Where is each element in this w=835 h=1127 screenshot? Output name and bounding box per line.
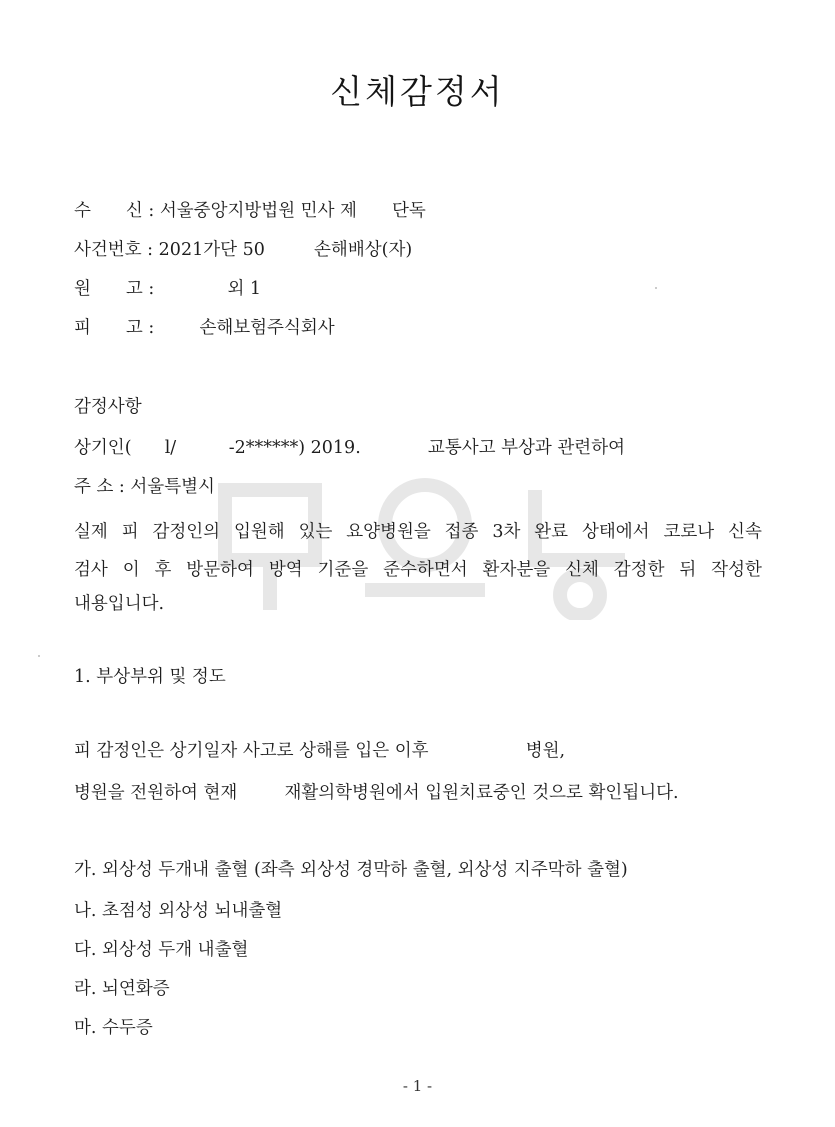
body-word: 코로나 [663, 522, 715, 542]
case-row [74, 242, 412, 260]
plaintiff-row [74, 281, 261, 299]
scan-speck [38, 655, 40, 657]
injury-item: 다. 외상성 두개 내출혈 [74, 940, 249, 960]
injury-item: 라. 뇌연화증 [74, 979, 170, 999]
body-word: 방문하여 [186, 560, 254, 580]
para-line2-part-a: 병원을 전원하여 현재 [74, 783, 238, 803]
subject-date: 2019. [310, 438, 361, 458]
subject-prefix: 상기인( [74, 438, 132, 458]
recipient-label: 수 신 : [74, 201, 155, 221]
injury-item: 가. 외상성 두개내 출혈 (좌측 외상성 경막하 출혈, 외상성 지주막하 출혈) [74, 860, 628, 880]
body-word: 실제 [74, 522, 108, 542]
body-word: 접종 [444, 522, 479, 542]
subject-id: l/ -2******) [164, 438, 306, 458]
body-word: 기준을 [317, 560, 369, 580]
address-row: 주 소 : 서울특별시 [74, 477, 215, 497]
scan-speck [655, 287, 657, 289]
para-line1-part-a: 피 감정인은 상기일자 사고로 상해를 입은 이후 [74, 741, 429, 761]
defendant-label: 피 고 : [74, 318, 155, 338]
document-title: 신체감정서 [330, 72, 505, 111]
section1-para-line1 [74, 743, 565, 761]
section1-para-line2 [74, 785, 679, 803]
subject-row [74, 440, 625, 458]
injury-item: 마. 수두증 [74, 1018, 153, 1038]
para-line2-part-b: 재활의학병원에서 입원치료중인 것으로 확인됩니다. [284, 783, 679, 803]
body-word: 감정한 [613, 560, 665, 580]
body-word: 작성한 [711, 560, 762, 580]
assessment-heading: 감정사항 [74, 397, 142, 417]
body-line-3: 내용입니다. [74, 594, 165, 614]
para-line1-part-b: 병원, [525, 741, 566, 761]
case-label: 사건번호 : [74, 240, 154, 260]
body-word: 신체 [565, 560, 599, 580]
body-word: 검사 [74, 560, 108, 580]
injury-item: 나. 초점성 외상성 뇌내출혈 [74, 901, 283, 921]
recipient-value: 서울중앙지방법원 민사 제 단독 [159, 201, 426, 221]
page-number: - 1 - [402, 1077, 433, 1095]
body-word: 감정인의 [152, 522, 221, 542]
body-word: 방역 [268, 560, 303, 580]
body-word: 상태에서 [581, 522, 650, 542]
body-word: 입원해 [233, 522, 285, 542]
body-word: 이 [122, 560, 140, 580]
case-number: 2021가단 50 [158, 240, 265, 260]
body-word: 신속 [728, 522, 762, 542]
body-line-2 [74, 556, 762, 581]
body-word: 환자분을 [482, 560, 551, 580]
body-word: 있는 [298, 522, 333, 542]
case-type: 손해배상(자) [314, 240, 413, 260]
section1-heading: 1. 부상부위 및 정도 [74, 667, 226, 687]
body-word: 3차 [492, 522, 521, 542]
body-line-1 [74, 518, 762, 543]
plaintiff-value: 외 1 [227, 279, 262, 299]
body-word: 피 [121, 522, 139, 542]
body-word: 뒤 [679, 560, 697, 580]
subject-suffix: 교통사고 부상과 관련하여 [427, 438, 626, 458]
body-word: 완료 [534, 522, 569, 542]
body-word: 요양병원을 [346, 522, 431, 542]
recipient-row [74, 203, 426, 221]
plaintiff-label: 원 고 : [74, 279, 155, 299]
watermark-icon [215, 470, 635, 620]
body-word: 후 [154, 560, 172, 580]
defendant-row [74, 320, 335, 338]
body-word: 준수하면서 [383, 560, 468, 580]
defendant-value: 손해보험주식회사 [199, 318, 335, 338]
